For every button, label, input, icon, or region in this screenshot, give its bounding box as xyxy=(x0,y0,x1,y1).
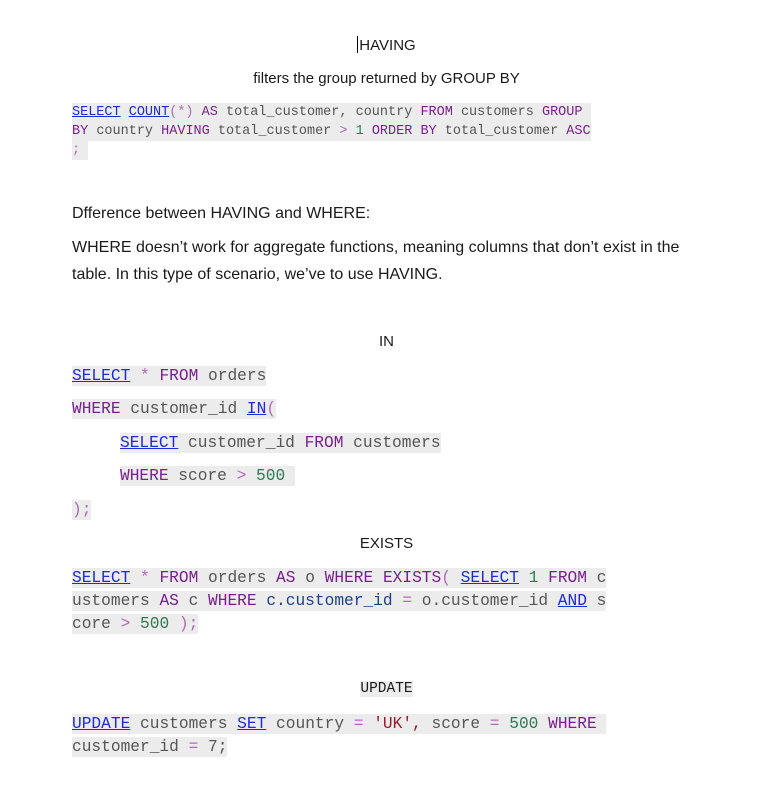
having-code-line-1: SELECT COUNT(*) AS total_customer, country FROM customers GROUP xyxy=(72,103,591,122)
update-code-line-2: customer_id = 7; xyxy=(72,738,228,756)
in-code-line-5: ); xyxy=(72,501,92,519)
exists-code-line-3: core > 500 ); xyxy=(72,615,199,633)
update-code-line-1: UPDATE customers SET country = 'UK', score = 500 WHERE xyxy=(72,714,606,734)
difference-body: WHERE doesn’t work for aggregate functions, meaning columns that don’t exist in the table. In this type of scenario, we’ve to use HAVING. xyxy=(72,239,680,283)
in-code-line-3: SELECT customer_id FROM customers xyxy=(120,434,441,452)
update-title: UPDATE xyxy=(360,681,413,697)
having-code-line-3: ; xyxy=(72,141,88,160)
having-title: HAVING xyxy=(359,37,416,54)
exists-title: EXISTS xyxy=(359,535,414,552)
in-code-line-2: WHERE customer_id IN( xyxy=(72,400,277,418)
in-code-line-1: SELECT * FROM orders xyxy=(72,367,267,385)
in-title: IN xyxy=(379,333,394,350)
in-code-line-4: WHERE score > 500 xyxy=(120,466,295,486)
difference-heading: Dfference between HAVING and WHERE: xyxy=(72,205,371,222)
exists-code-line-1: SELECT * FROM orders AS o WHERE EXISTS( SELECT 1 FROM c xyxy=(72,569,607,587)
exists-code-line-2: ustomers AS c WHERE c.customer_id = o.customer_id AND s xyxy=(72,592,607,610)
having-subtitle: filters the group returned by GROUP BY xyxy=(253,70,520,87)
having-code-line-2: BY country HAVING total_customer > 1 ORDER BY total_customer ASC xyxy=(72,124,591,139)
